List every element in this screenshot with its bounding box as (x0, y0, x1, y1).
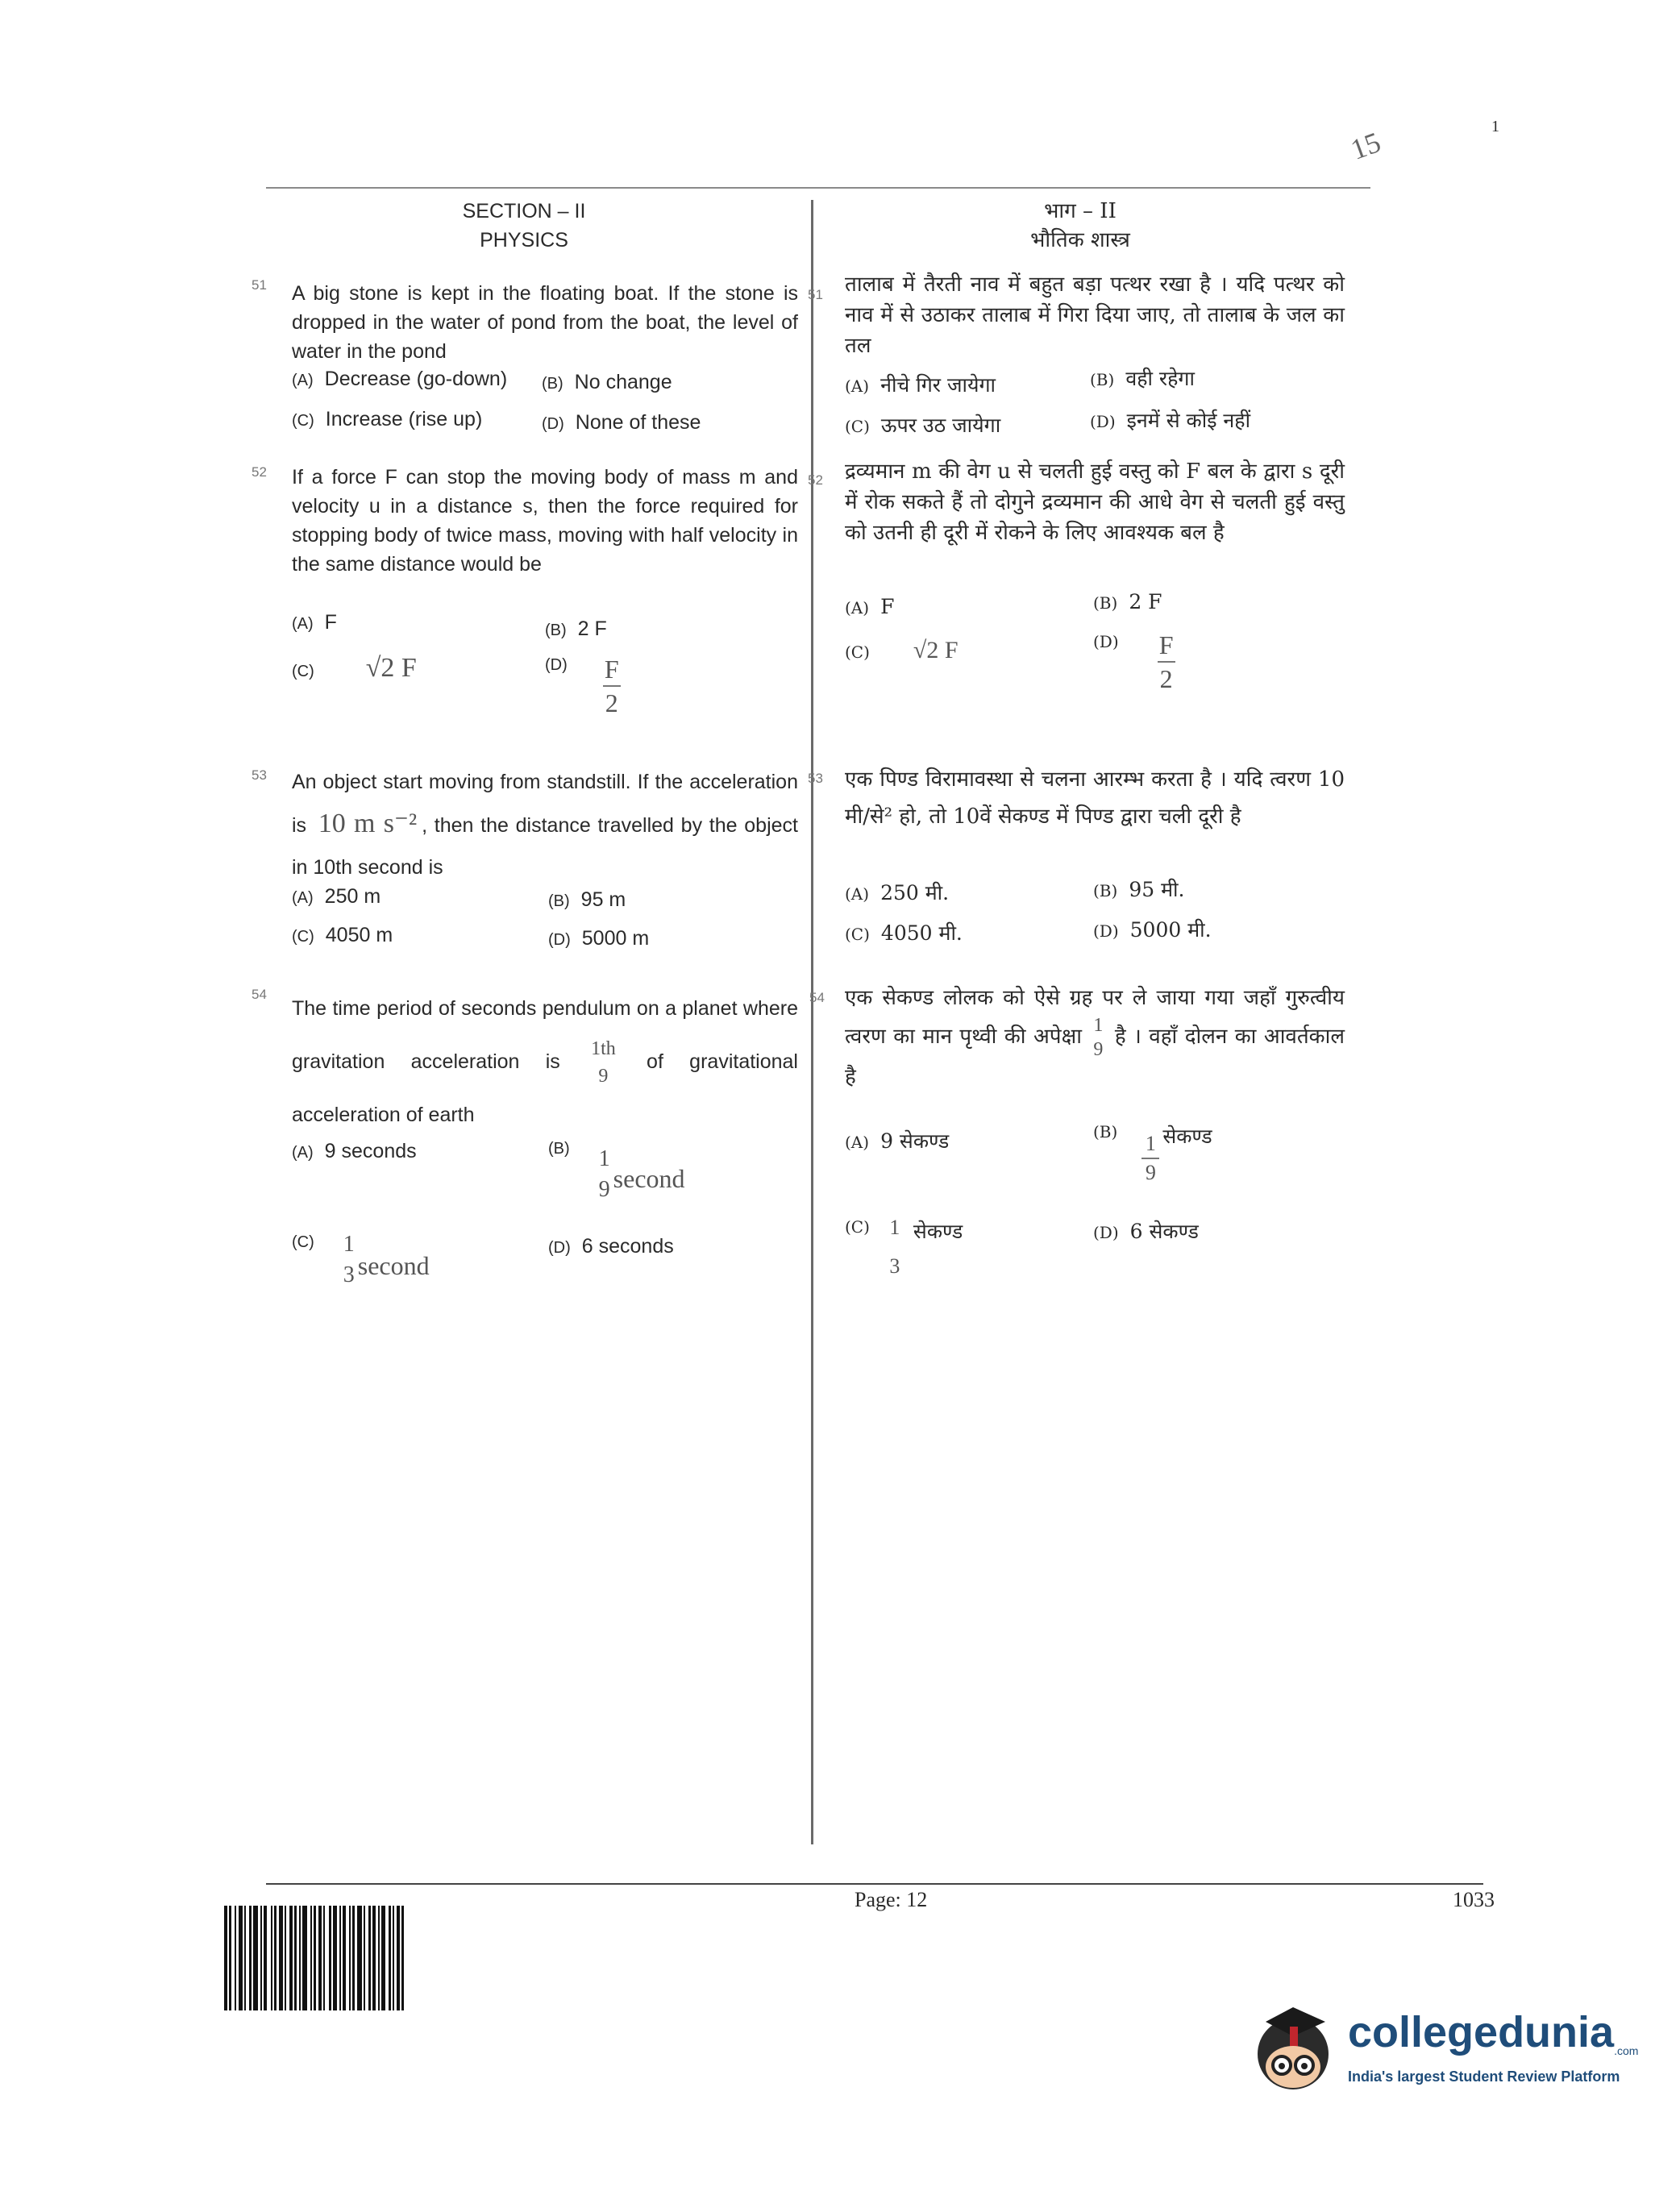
option-label: (C) (292, 663, 314, 680)
question-number: 54 (252, 987, 267, 1002)
option-label: (D) (542, 415, 564, 433)
option-c-en (292, 924, 393, 947)
option-c-hi (845, 637, 959, 664)
option-label: (D) (1093, 921, 1119, 941)
option-label: (C) (845, 925, 870, 944)
option-a-hi (845, 879, 949, 906)
fraction-denominator: 9 (598, 1177, 610, 1202)
header-rule (266, 187, 1370, 189)
fraction-numerator: F (1158, 630, 1174, 659)
option-a-en (292, 368, 507, 391)
option-label: (C) (845, 642, 870, 662)
question-text-part: The time period of seconds pendulum on a planet where gravitation acceleration is (292, 997, 798, 1073)
acceleration-math: 10 m s⁻² (318, 809, 418, 838)
question-number-hi: 54 (809, 990, 825, 1005)
option-label: (D) (1093, 1223, 1119, 1242)
option-label: (B) (1090, 370, 1115, 389)
option-d-en (542, 411, 701, 434)
fraction-one-ninth (596, 1148, 613, 1201)
option-label: (C) (845, 417, 870, 436)
fraction-numerator: 1 (598, 1146, 610, 1171)
question-text-hi (845, 980, 1345, 1095)
option-text: 9 seconds (324, 1140, 417, 1162)
option-text: 4050 मी. (880, 921, 963, 945)
question-text-hi: एक पिण्ड विरामावस्था से चलना आरम्भ करता है । यदि त्वरण 10 मी/से² हो, तो 10वें सेकण्ड में पिण्ड द्वारा चली दूरी है (845, 767, 1345, 829)
column-divider (811, 200, 813, 1844)
question-text-en (292, 982, 798, 1141)
brand-suffix: .com (1614, 2044, 1639, 2057)
option-text: 250 m (324, 885, 381, 908)
fraction-bar (1089, 1037, 1107, 1038)
option-a-en (292, 885, 380, 908)
option-text: 250 मी. (880, 881, 950, 904)
option-d-hi (1093, 1217, 1199, 1245)
fraction-denominator: 2 (1159, 664, 1173, 693)
option-d-hi (1090, 406, 1250, 434)
fraction-bar (340, 1259, 358, 1261)
brand-name (1348, 2007, 1638, 2057)
option-label: (A) (845, 884, 870, 904)
option-label: (C) (292, 412, 314, 430)
option-text: F (880, 595, 895, 618)
corner-page-mark: 1 (1491, 118, 1499, 135)
fraction-numerator: 1 (1145, 1132, 1156, 1155)
option-label: (A) (292, 889, 314, 907)
option-unit: सेकण्ड (913, 1220, 963, 1243)
footer-rule (266, 1883, 1483, 1885)
question-number-hi: 53 (808, 771, 823, 786)
option-label: (C) (292, 928, 314, 946)
fraction-one-ninth (1089, 1016, 1107, 1059)
option-text: 6 seconds (581, 1235, 674, 1258)
option-c-hi (845, 919, 963, 946)
question-text-part: , then the distance travelled by the object in 10th second is (292, 814, 798, 879)
option-text: Increase (rise up) (325, 408, 483, 430)
question-number-hi: 52 (808, 472, 823, 488)
option-label: (C) (292, 1233, 314, 1251)
question-text-part: एक सेकण्ड लोलक को ऐसे ग्रह पर ले जाया गया जहाँ गुरुत्वीय त्वरण का मान पृथ्वी की अपेक्षा (845, 986, 1345, 1049)
handwritten-mark: 15 (1346, 126, 1385, 166)
option-a-en (292, 1140, 417, 1163)
paper-code: 1033 (1453, 1888, 1495, 1911)
section-heading-hi (959, 197, 1201, 255)
section-subject-en: PHYSICS (480, 229, 568, 252)
question-text-en: If a force F can stop the moving body of mass m and velocity u in a distance s, then the force required for stopping body of twice mass, moving with half velocity in the same distance would be (292, 466, 798, 576)
fraction-bar (594, 1062, 612, 1063)
option-a-hi (845, 1127, 949, 1154)
option-b-en (548, 1140, 685, 1201)
option-text: नीचे गिर जायेगा (880, 373, 996, 397)
option-label: (C) (845, 1217, 870, 1237)
option-b-hi (1090, 364, 1195, 392)
option-b-en (542, 371, 672, 394)
option-math: √2 F (365, 653, 417, 683)
option-c-hi (845, 411, 1000, 439)
option-a-hi (845, 371, 996, 398)
option-text: 5000 मी. (1129, 918, 1212, 942)
fraction-denominator: 9 (1093, 1039, 1104, 1060)
fraction-one-ninth (1141, 1133, 1159, 1183)
option-unit: सेकण्ड (1162, 1125, 1212, 1148)
option-text: F (324, 611, 337, 634)
option-text: 95 m (580, 888, 626, 911)
brand-tagline: India's largest Student Review Platform (1348, 2069, 1620, 2085)
fraction-denominator: 3 (343, 1262, 355, 1287)
question-text-en: A big stone is kept in the floating boat. If the stone is dropped in the water of pond from the boat, the level of water in the pond (292, 282, 798, 363)
option-label: (A) (845, 1133, 870, 1152)
option-label: (B) (1093, 881, 1118, 900)
option-c-en (292, 653, 417, 684)
fraction-f-over-2 (1158, 632, 1175, 692)
option-d-en (548, 927, 649, 950)
option-text: ऊपर उठ जायेगा (880, 414, 1001, 437)
option-c-en (292, 408, 482, 431)
option-unit: second (357, 1251, 430, 1280)
option-label: (B) (545, 622, 567, 639)
section-subject-hi: भौतिक शास्त्र (1030, 228, 1130, 252)
brand-text: collegedunia (1348, 2008, 1615, 2056)
option-d-hi (1093, 632, 1175, 692)
option-label: (B) (1093, 1122, 1118, 1141)
fraction-numerator: 1 (889, 1216, 900, 1239)
option-label: (D) (545, 656, 568, 674)
option-label: (D) (548, 1239, 571, 1257)
option-text: 6 सेकण्ड (1129, 1220, 1199, 1243)
question-text-part: है । वहाँ दोलन का आवर्तकाल है (845, 1025, 1345, 1089)
option-b-en (548, 888, 626, 912)
option-text: 5000 m (581, 927, 650, 950)
option-c-hi (845, 1217, 963, 1277)
question-text-hi: तालाब में तैरती नाव में बहुत बड़ा पत्थर रखा है । यदि पत्थर को नाव में से उठाकर तालाब में गिरा दिया जाए, तो तालाब के जल का तल (845, 272, 1345, 358)
fraction-one-ninth (591, 1039, 616, 1086)
option-text: 95 मी. (1129, 878, 1185, 901)
fraction-numerator: 1 (1093, 1015, 1104, 1036)
question-text-part: of gravitational acceleration of earth (292, 1050, 798, 1126)
question-number-hi: 51 (808, 287, 823, 302)
option-text: 9 सेकण्ड (880, 1129, 950, 1153)
option-label: (A) (292, 372, 314, 389)
fraction-denominator: 9 (598, 1066, 609, 1087)
option-label: (D) (1093, 632, 1119, 651)
option-text: 2 F (577, 617, 607, 640)
option-text: 2 F (1129, 590, 1162, 613)
section-title-en: SECTION – II (462, 200, 586, 222)
option-math: √2 F (913, 637, 959, 663)
fraction-denominator: 9 (1145, 1161, 1156, 1184)
question-number: 53 (252, 767, 267, 783)
option-text: वही रहेगा (1125, 367, 1195, 390)
option-text: Decrease (go-down) (324, 368, 508, 390)
option-label: (B) (548, 1140, 570, 1158)
section-heading-en (403, 197, 645, 255)
question-number: 51 (252, 277, 267, 293)
fraction-numerator: 1 (343, 1232, 355, 1257)
option-label: (D) (1090, 412, 1116, 431)
page-number: Page: 12 (855, 1888, 928, 1911)
fraction-bar (603, 685, 621, 687)
fraction-one-third (886, 1217, 904, 1277)
collegedunia-mascot-icon (1241, 1998, 1345, 2101)
option-a-hi (845, 595, 894, 618)
option-b-hi (1093, 1122, 1212, 1183)
option-d-hi (1093, 916, 1212, 943)
question-text-hi: द्रव्यमान m की वेग u से चलती हुई वस्तु को F बल के द्वारा s दूरी में रोक सकते हैं तो दोगुने द्रव्यमान की आधे वेग से चलती हुई वस्तु को उतनी ही दूरी में रोकने के लिए आवश्यक बल है (845, 459, 1345, 545)
question-text-en (292, 761, 798, 888)
option-unit: second (613, 1164, 685, 1193)
option-label: (A) (292, 615, 314, 633)
option-label: (B) (548, 892, 570, 910)
fraction-denominator: 3 (889, 1254, 900, 1278)
question-number: 52 (252, 464, 267, 480)
option-label: (A) (845, 376, 870, 396)
question-text-part: An object start moving from standstill. If the acceleration is (292, 771, 798, 837)
fraction-numerator: F (604, 655, 619, 684)
option-text: इनमें से कोई नहीं (1126, 409, 1251, 432)
option-label: (B) (1093, 593, 1118, 613)
option-label: (B) (542, 375, 563, 393)
fraction-numerator: 1th (591, 1038, 616, 1060)
fraction-bar (596, 1174, 613, 1175)
option-d-en (548, 1235, 674, 1258)
fraction-bar (1141, 1158, 1159, 1159)
barcode (224, 1906, 511, 2010)
option-label: (A) (845, 598, 870, 617)
option-d-en (545, 656, 621, 716)
option-label: (A) (292, 1144, 314, 1162)
option-text: None of these (575, 411, 701, 434)
option-c-en (292, 1233, 430, 1287)
fraction-bar (1158, 661, 1175, 663)
option-a-en (292, 611, 337, 634)
option-text: 4050 m (325, 924, 393, 946)
fraction-one-third (340, 1233, 358, 1287)
option-b-hi (1093, 875, 1184, 903)
option-b-en (545, 617, 607, 641)
fraction-bar (886, 1246, 904, 1248)
section-title-hi: भाग – II (1044, 199, 1117, 223)
option-label: (D) (548, 931, 571, 949)
option-b-hi (1093, 590, 1162, 613)
fraction-f-over-2 (603, 656, 621, 716)
option-text: No change (574, 371, 672, 393)
fraction-denominator: 2 (605, 688, 618, 717)
